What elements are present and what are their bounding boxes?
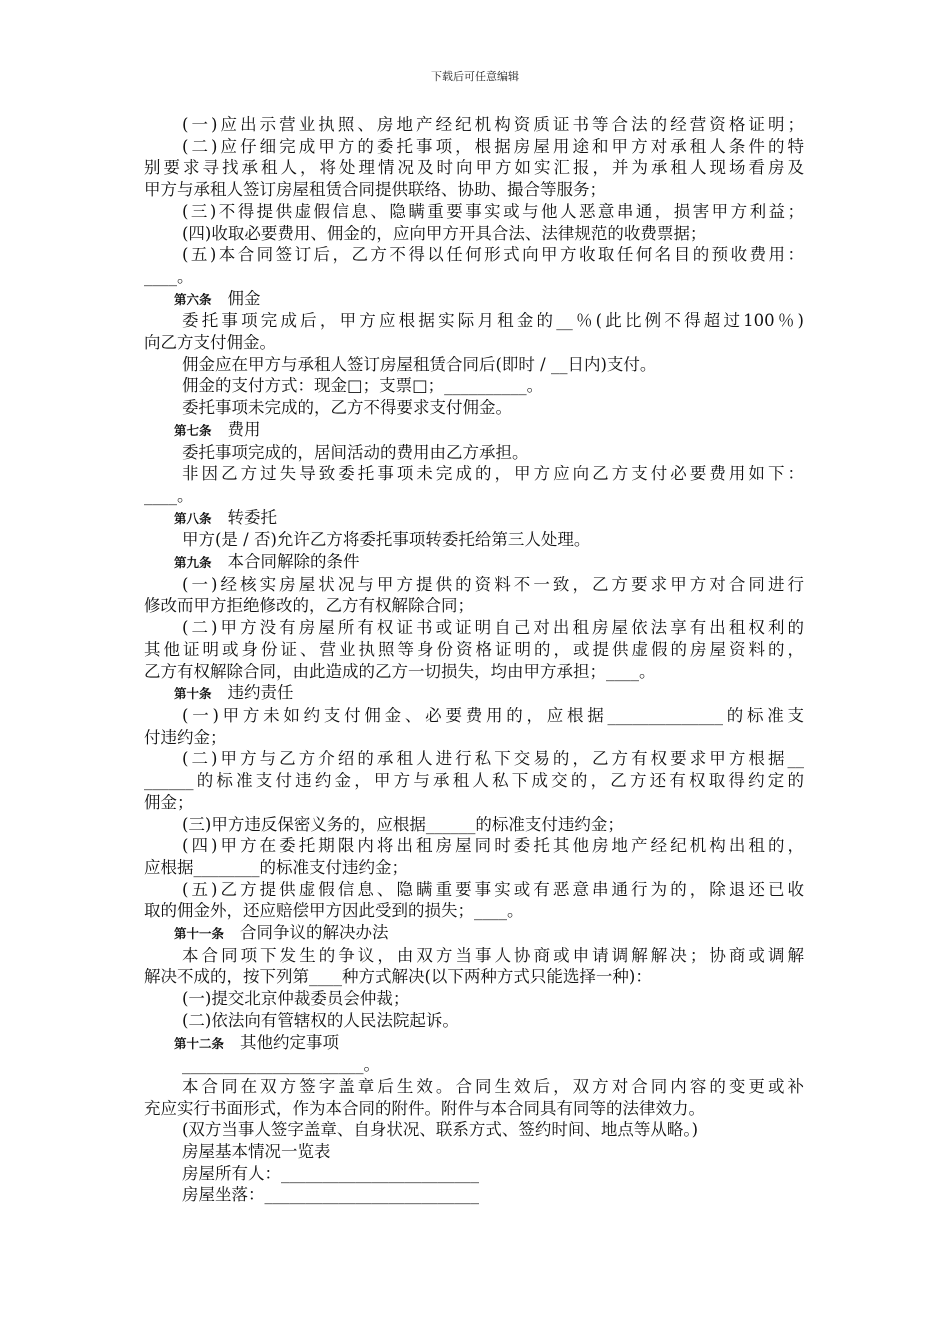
text-line: (二)甲方与乙方介绍的承租人进行私下交易的，乙方有权要求甲方根据__ [182, 749, 804, 769]
text-line: (一)经核实房屋状况与甲方提供的资料不一致，乙方要求甲方对合同进行 [182, 574, 804, 594]
article-heading [144, 1032, 804, 1055]
text-line: 充应实行书面形式，作为本合同的附件。附件与本合同具有同等的法律效力。 [144, 1098, 705, 1118]
article-title: 其他约定事项 [240, 1032, 340, 1052]
text-line: 应根据________的标准支付违约金； [144, 857, 408, 877]
text-line: (双方当事人签字盖章、自身状况、联系方式、签约时间、地点等从略。) [182, 1120, 699, 1140]
text-line: 向乙方支付佣金。 [144, 333, 276, 353]
article-title: 费用 [227, 419, 261, 439]
text-line: 佣金应在甲方与承租人签订房屋租赁合同后(即时 / __日内)支付。 [182, 354, 657, 374]
article-number: 第七条 [174, 422, 212, 438]
text-line: (二)甲方没有房屋所有权证书或证明自己对出租房屋依法享有出租权利的 [182, 618, 804, 638]
text-line: (三)甲方违反保密义务的，应根据______的标准支付违约金； [182, 814, 624, 834]
page-header: 下载后可任意编辑 [431, 70, 519, 83]
text-line: 本合同项下发生的争议，由双方当事人协商或申请调解解决；协商或调解 [182, 945, 804, 965]
text-line: 其他证明或身份证、营业执照等身份资格证明的，或提供虚假的房屋资料的， [144, 639, 804, 659]
article-heading [144, 419, 804, 442]
text-line: 房屋基本情况一览表 [182, 1142, 331, 1162]
text-line: 非因乙方过失导致委托事项未完成的，甲方应向乙方支付必要费用如下： [182, 464, 804, 484]
article-title: 违约责任 [227, 683, 294, 703]
text-line: 房屋坐落：__________________________ [182, 1185, 479, 1205]
text-line: (五)本合同签订后，乙方不得以任何形式向甲方收取任何名目的预收费用： [182, 245, 804, 265]
text-line: (二)应仔细完成甲方的委托事项，根据房屋用途和甲方对承租人条件的特 [182, 136, 804, 156]
article-number: 第九条 [174, 555, 212, 571]
text-line: 修改而甲方拒绝修改的，乙方有权解除合同； [144, 596, 474, 616]
text-line: 委托事项完成后，甲方应根据实际月租金的__％(此比例不得超过100％) [182, 311, 804, 331]
text-line: 佣金； [144, 792, 194, 812]
text-line: (二)依法向有管辖权的人民法院起诉。 [182, 1010, 459, 1030]
text-line: 解决不成的，按下列第____种方式解决(以下两种方式只能选择一种)： [144, 967, 652, 987]
article-number: 第六条 [174, 291, 212, 307]
text-line: ____。 [144, 266, 194, 286]
text-line: 付违约金； [144, 727, 227, 747]
article-number: 第十一条 [174, 926, 225, 942]
text-line: (四)收取必要费用、佣金的，应向甲方开具合法、法律规范的收费票据； [182, 223, 707, 243]
text-line: (一)甲方未如约支付佣金、必要费用的，应根据______________的标准支 [182, 705, 804, 725]
text-line: ______的标准支付违约金，甲方与承租人私下成交的，乙方还有权取得约定的 [144, 771, 804, 791]
text-line: 委托事项完成的，居间活动的费用由乙方承担。 [182, 442, 529, 462]
article-number: 第十二条 [174, 1035, 225, 1051]
text-line: 甲方与承租人签订房屋租赁合同提供联络、协助、撮合等服务； [144, 180, 606, 200]
article-heading [144, 682, 804, 705]
text-line: ______________________。 [182, 1055, 380, 1075]
text-line: (四)甲方在委托期限内将出租房屋同时委托其他房地产经纪机构出租的， [182, 836, 804, 856]
text-line: (一)应出示营业执照、房地产经纪机构资质证书等合法的经营资格证明； [182, 115, 804, 134]
text-line: 乙方有权解除合同，由此造成的乙方一切损失，均由甲方承担；____。 [144, 661, 656, 681]
article-heading [144, 922, 804, 945]
text-line: 委托事项未完成的，乙方不得要求支付佣金。 [182, 398, 512, 418]
article-heading [144, 507, 804, 530]
text-line: ____。 [144, 485, 194, 505]
text-line: 佣金的支付方式：现金□；支票□；__________。 [182, 376, 544, 396]
text-line: 取的佣金外，还应赔偿甲方因此受到的损失；____。 [144, 901, 524, 921]
article-title: 本合同解除的条件 [227, 552, 360, 572]
text-line: (五)乙方提供虚假信息、隐瞒重要事实或有恶意串通行为的，除退还已收 [182, 879, 804, 899]
text-line: 房屋所有人：________________________ [182, 1163, 479, 1183]
article-number: 第八条 [174, 510, 212, 526]
text-line: 本合同在双方签字盖章后生效。合同生效后，双方对合同内容的变更或补 [182, 1076, 804, 1096]
article-heading [144, 288, 804, 311]
article-title: 佣金 [227, 288, 261, 308]
text-line: (一)提交北京仲裁委员会仲裁； [182, 989, 410, 1009]
article-title: 转委托 [227, 507, 278, 527]
article-heading [144, 551, 804, 574]
article-title: 合同争议的解决办法 [240, 923, 389, 943]
contract-body [144, 114, 804, 1206]
text-line: 甲方(是 / 否)允许乙方将委托事项转委托给第三人处理。 [182, 530, 591, 550]
article-number: 第十条 [174, 686, 212, 702]
text-line: 别要求寻找承租人，将处理情况及时向甲方如实汇报，并为承租人现场看房及 [144, 158, 804, 178]
text-line: (三)不得提供虚假信息、隐瞒重要事实或与他人恶意串通，损害甲方利益； [182, 201, 804, 221]
